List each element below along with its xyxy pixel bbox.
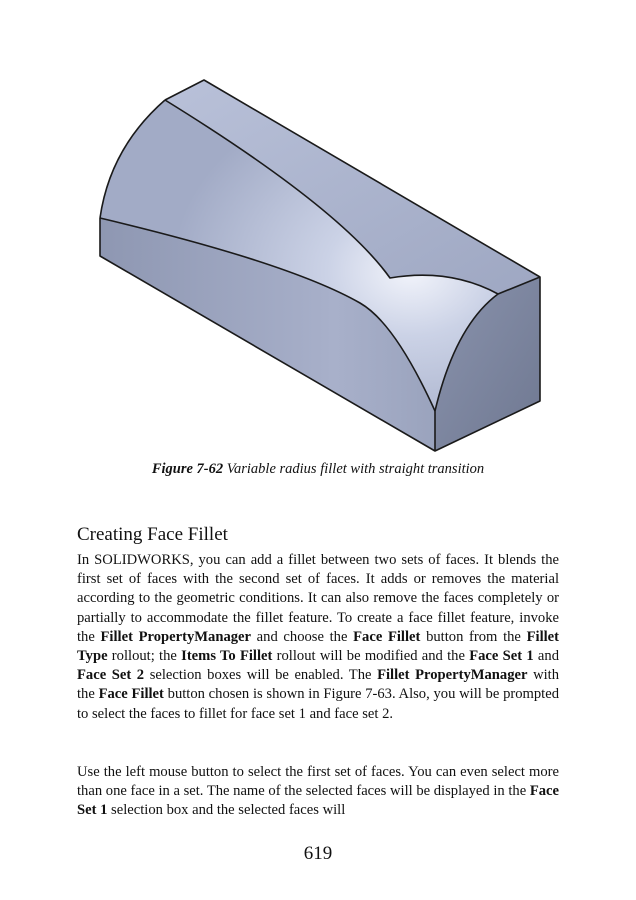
paragraph-2: Use the left mouse button to select the first set of faces. You can even select more than one face in a set. The name of the selected faces will be displayed in the Face Set 1 selection box and the selected faces will bbox=[77, 764, 559, 819]
paragraph-1: In SOLIDWORKS, you can add a fillet between two sets of faces. It blends the first set of faces with the second set of faces. It adds or removes the material according to the geometric conditions. It can also remove the faces completely or partially to accommodate the fillet feature. To create a face fillet feature, invoke the Fillet PropertyManager and choose the Face Fillet button from the Fillet Type rollout; the Items To Fillet rollout will be modified and the Face Set 1 and Face Set 2 selection boxes will be enabled. The Fillet PropertyManager with the Face Fillet button chosen is shown in Figure 7-63. Also, you will be prompted to select the faces to fillet for face set 1 and face set 2. bbox=[77, 552, 560, 722]
figure-label: Figure 7-62 bbox=[151, 461, 224, 477]
page-number: 619 bbox=[303, 843, 333, 864]
variable-radius-fillet-model bbox=[90, 78, 550, 458]
figure-caption bbox=[0, 461, 636, 478]
figure-caption-text: Variable radius fillet with straight transition bbox=[226, 461, 485, 477]
figure-7-62 bbox=[90, 78, 550, 458]
section-heading: Creating Face Fillet bbox=[77, 524, 228, 545]
